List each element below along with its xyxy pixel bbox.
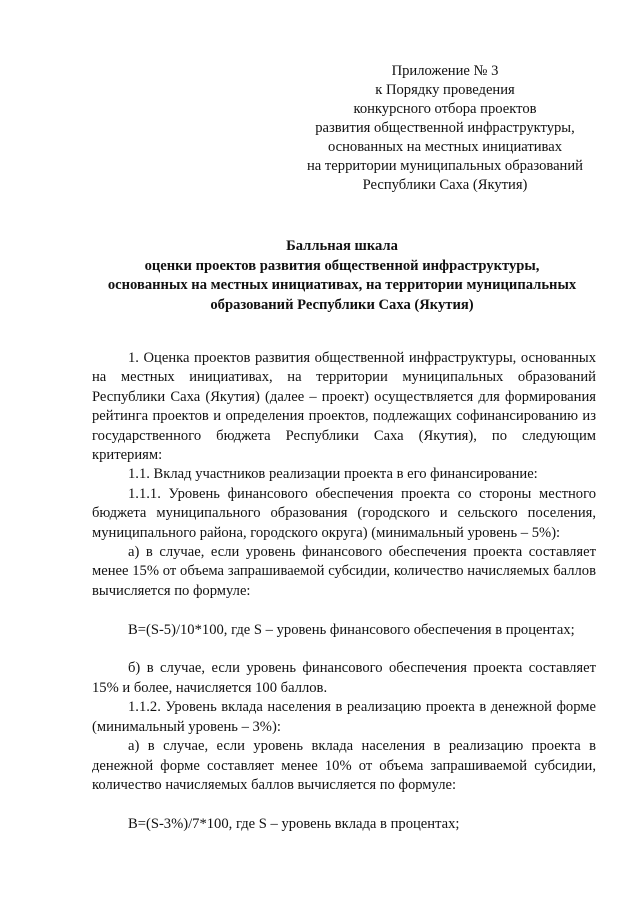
appendix-line: Республики Саха (Якутия) xyxy=(362,177,528,193)
paragraph-1-1-1-a: а) в случае, если уровень финансового обеспечения проекта составляет менее 15% от объема запрашиваемой субсидии, количество начисляемых баллов вычисляется по формуле: xyxy=(92,544,596,599)
spacer xyxy=(92,601,596,620)
title-line: оценки проектов развития общественной инфраструктуры, xyxy=(144,257,540,274)
paragraph-1-1-1-b: б) в случае, если уровень финансового обеспечения проекта составляет 15% и более, начисляется 100 баллов. xyxy=(92,660,596,696)
appendix-header xyxy=(300,62,590,195)
paragraph-1-1-2-a: а) в случае, если уровень вклада населения в реализацию проекта в денежной форме составляет менее 10% от объема запрашиваемой субсидии, количество начисляемых баллов вычисляется по формуле: xyxy=(92,738,596,793)
document-body xyxy=(92,349,596,834)
paragraph-1-1-1: 1.1.1. Уровень финансового обеспечения проекта со стороны местного бюджета муниципального образования (городского и сельского поселения, муниципального района, городского округа) (минимальный уровень – 5%): xyxy=(92,485,596,541)
paragraph-1-1-2: 1.1.2. Уровень вклада населения в реализацию проекта в денежной форме (минимальный уровень – 3%): xyxy=(92,699,596,735)
appendix-line: развития общественной инфраструктуры, xyxy=(315,120,575,136)
paragraph-1-1: 1.1. Вклад участников реализации проекта в его финансирование: xyxy=(128,466,538,483)
title-line: Балльная шкала xyxy=(286,238,398,254)
appendix-line: на территории муниципальных образований xyxy=(306,158,583,174)
formula-2: B=(S-3%)/7*100, где S – уровень вклада в процентах; xyxy=(128,815,460,832)
spacer xyxy=(92,795,596,814)
spacer xyxy=(92,640,596,659)
appendix-line: основанных на местных инициативах xyxy=(327,139,563,155)
title-line: основанных на местных инициативах, на территории муниципальных xyxy=(107,277,577,293)
title-line: образований Республики Саха (Якутия) xyxy=(210,296,474,313)
paragraph-1: 1. Оценка проектов развития общественной инфраструктуры, основанных на местных инициативах, на территории муниципальных образований Республики Саха (Якутия) (далее – проект) осуществляется для формирования рейтинга проектов и определения проектов, подлежащих софинансированию из государственного бюджета Республики Саха (Якутия), по следующим критериям: xyxy=(92,350,596,464)
formula-1: B=(S-5)/10*100, где S – уровень финансового обеспечения в процентах; xyxy=(128,621,575,638)
appendix-line: к Порядку проведения xyxy=(375,82,515,98)
appendix-line: конкурсного отбора проектов xyxy=(353,101,537,117)
appendix-line: Приложение № 3 xyxy=(391,63,499,79)
document-title xyxy=(92,237,592,315)
